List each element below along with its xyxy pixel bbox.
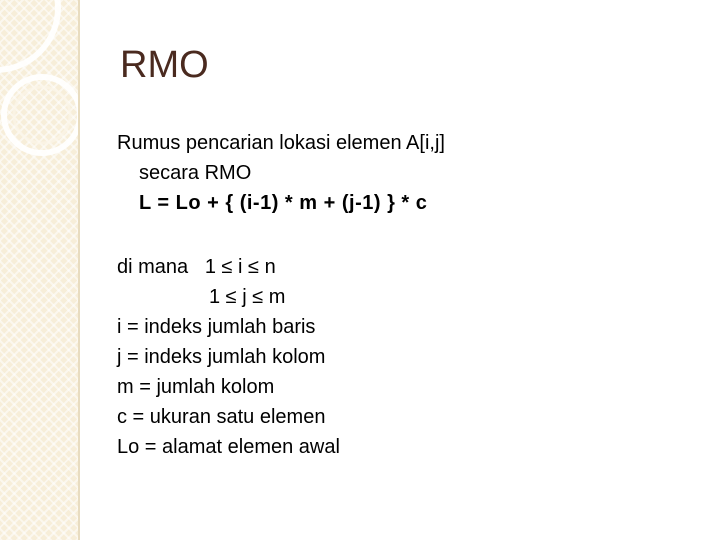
rmo-formula: L = Lo + { (i-1) * m + (j-1) } * c [139, 192, 428, 214]
spacer [117, 218, 445, 252]
where-line-2: 1 ≤ j ≤ m [209, 286, 286, 308]
definition-lo: Lo = alamat elemen awal [117, 436, 340, 458]
decorative-sidebar [0, 0, 80, 540]
definition-i: i = indeks jumlah baris [117, 316, 316, 338]
slide-title: RMO [120, 44, 209, 86]
intro-line-2: secara RMO [139, 162, 252, 184]
where-line-1: di mana 1 ≤ i ≤ n [117, 256, 276, 278]
decorative-rings [0, 0, 78, 540]
definition-j: j = indeks jumlah kolom [117, 346, 326, 368]
definition-c: c = ukuran satu elemen [117, 406, 326, 428]
slide-body [117, 128, 445, 462]
definition-m: m = jumlah kolom [117, 376, 275, 398]
intro-line-1: Rumus pencarian lokasi elemen A[i,j] [117, 132, 445, 154]
